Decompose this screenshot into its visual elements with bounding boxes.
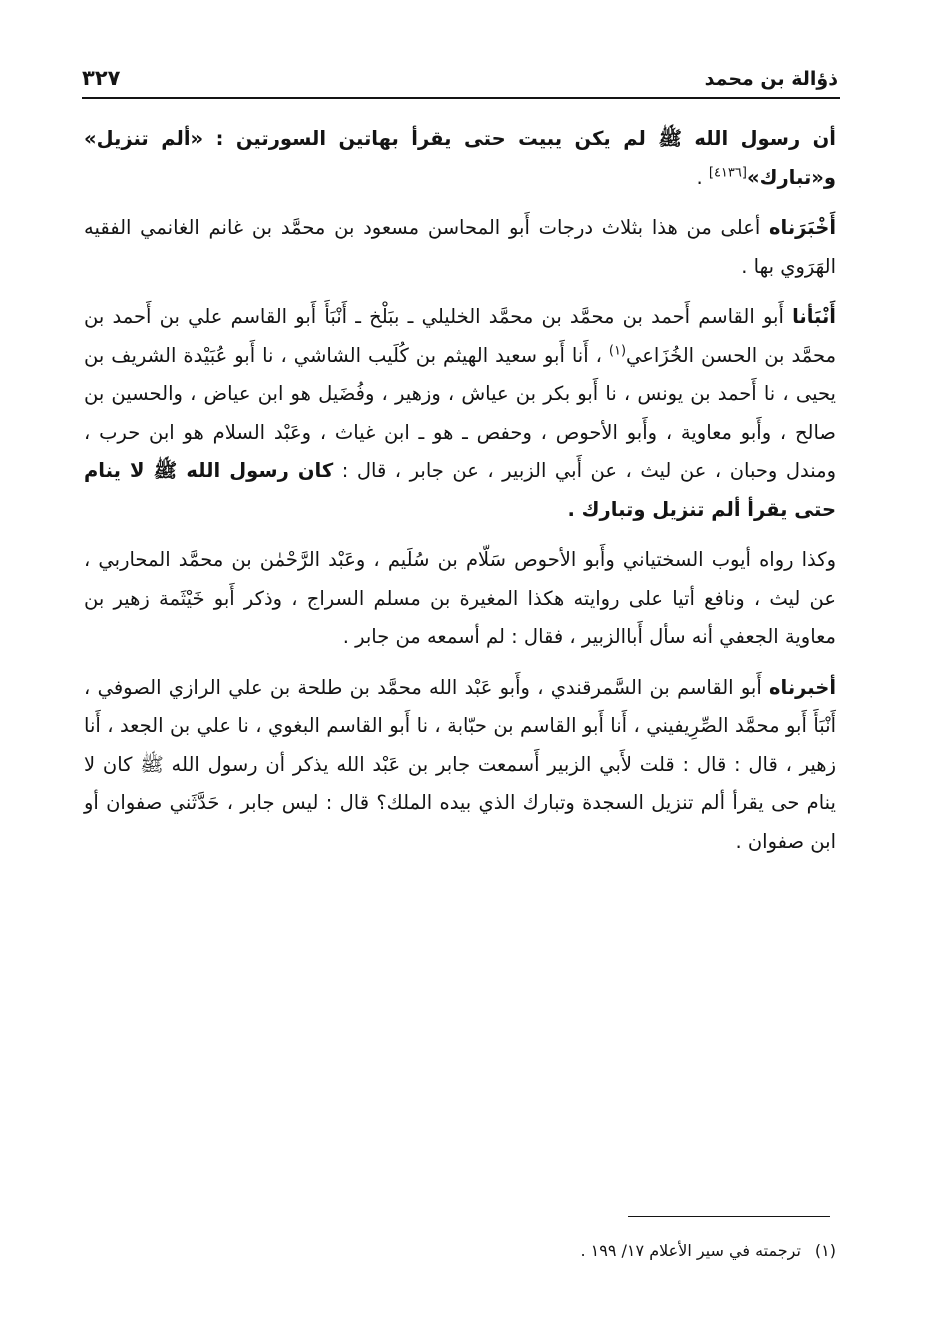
header-rule xyxy=(82,97,840,99)
paragraph-2 xyxy=(84,209,836,286)
paragraph-text: أَبو القاسم أَحمد بن محمَّد بن محمَّد الخليلي ـ ببَلْخ ـ أَنْبَأَ أَبو القاسم علي بن أَحمد بن محمَّد بن الحسن الخُزَاعي xyxy=(84,305,837,367)
paragraph-lead: أَنْبَأنا xyxy=(792,305,836,328)
hadith-number: [٤١٣٦] xyxy=(708,165,747,180)
footnote-number: (١) xyxy=(814,1241,836,1260)
paragraph-text: أعلى من هذا بثلاث درجات أَبو المحاسن مسعود بن محمَّد بن غانم الغانمي الفقيه الهَرَوي بها . xyxy=(84,216,836,278)
paragraph-3 xyxy=(84,298,836,529)
footnote xyxy=(84,1236,836,1266)
paragraph-lead: أَخْبَرَناه xyxy=(769,216,836,239)
page-header xyxy=(82,62,838,96)
paragraph-end: . xyxy=(696,165,709,189)
running-title: ذؤالة بن محمد xyxy=(704,68,838,90)
page-number: ٣٢٧ xyxy=(82,66,121,90)
paragraph-1 xyxy=(84,120,836,197)
paragraph-lead: أخبرناه xyxy=(769,675,836,699)
footnote-marker: (١) xyxy=(608,343,627,358)
paragraph-5 xyxy=(84,669,836,862)
footnote-text: ترجمته في سير الأعلام ١٧/ ١٩٩ . xyxy=(580,1241,801,1260)
paragraph-text: أَبو القاسم بن السَّمرقندي ، وأَبو عَبْد الله محمَّد بن طلحة بن علي الرازي الصوفي ، أَنْبَأَ أَبو محمَّد الصِّرِيفيني ، أَنا أَبو القاسم بن حبّابة ، نا أَبو القاسم البغوي ، نا علي بن الجعد ، أَنا زهير ، قال : قال : قلت لأَبي الزبير أَسمعت جابر بن عَبْد الله يذكر أن رسول الله ﷺ كان لا ينام حى يقرأ ألم تنزيل السجدة وتبارك الذي بيده الملك؟ قال : ليس جابر ، حَدَّثَني صفوان أو ابن صفوان . xyxy=(84,675,836,853)
hadith-text: كان رسول الله ﷺ لا ينام حتى يقرأ ألم تنزيل وتبارك . xyxy=(84,459,836,521)
body-text xyxy=(84,120,836,873)
paragraph-text-cont: ، أَنا أَبو سعيد الهيثم بن كُلَيب الشاشي ، نا أَبو عُبَيْدة الشريف بن يحيى ، نا أَحمد بن يونس ، نا أَبو بكر بن عياش ، وزهير ، وفُضَيل هو ابن عياض ، والحسين بن صالح ، وأَبو معاوية ، وأَبو الأحوص ، وحفص ـ هو ـ ابن غياث ، وعَبْد السلام هو ابن حرب ، ومندل وحبان ، عن ليث ، عن أَبي الزبير ، عن جابر ، قال : xyxy=(84,343,836,482)
hadith-text: أن رسول الله ﷺ لم يكن يبيت حتى يقرأ بهاتين السورتين : «ألم تنزيل» و«تبارك» xyxy=(84,127,836,189)
footnote-rule xyxy=(628,1216,830,1217)
paragraph-4 xyxy=(84,541,836,657)
paragraph-text: وكذا رواه أيوب السختياني وأَبو الأحوص سَلّام بن سُلَيم ، وعَبْد الرَّحْمٰن بن محمَّد المحاربي ، عن ليث ، ونافع أتيا على روايته هكذا المغيرة بن مسلم السراج ، وذكر أَبو خَيْثَمة زهير بن معاوية الجعفي أنه سأل أَباالزبير ، فقال : لم أسمعه من جابر . xyxy=(84,548,836,648)
